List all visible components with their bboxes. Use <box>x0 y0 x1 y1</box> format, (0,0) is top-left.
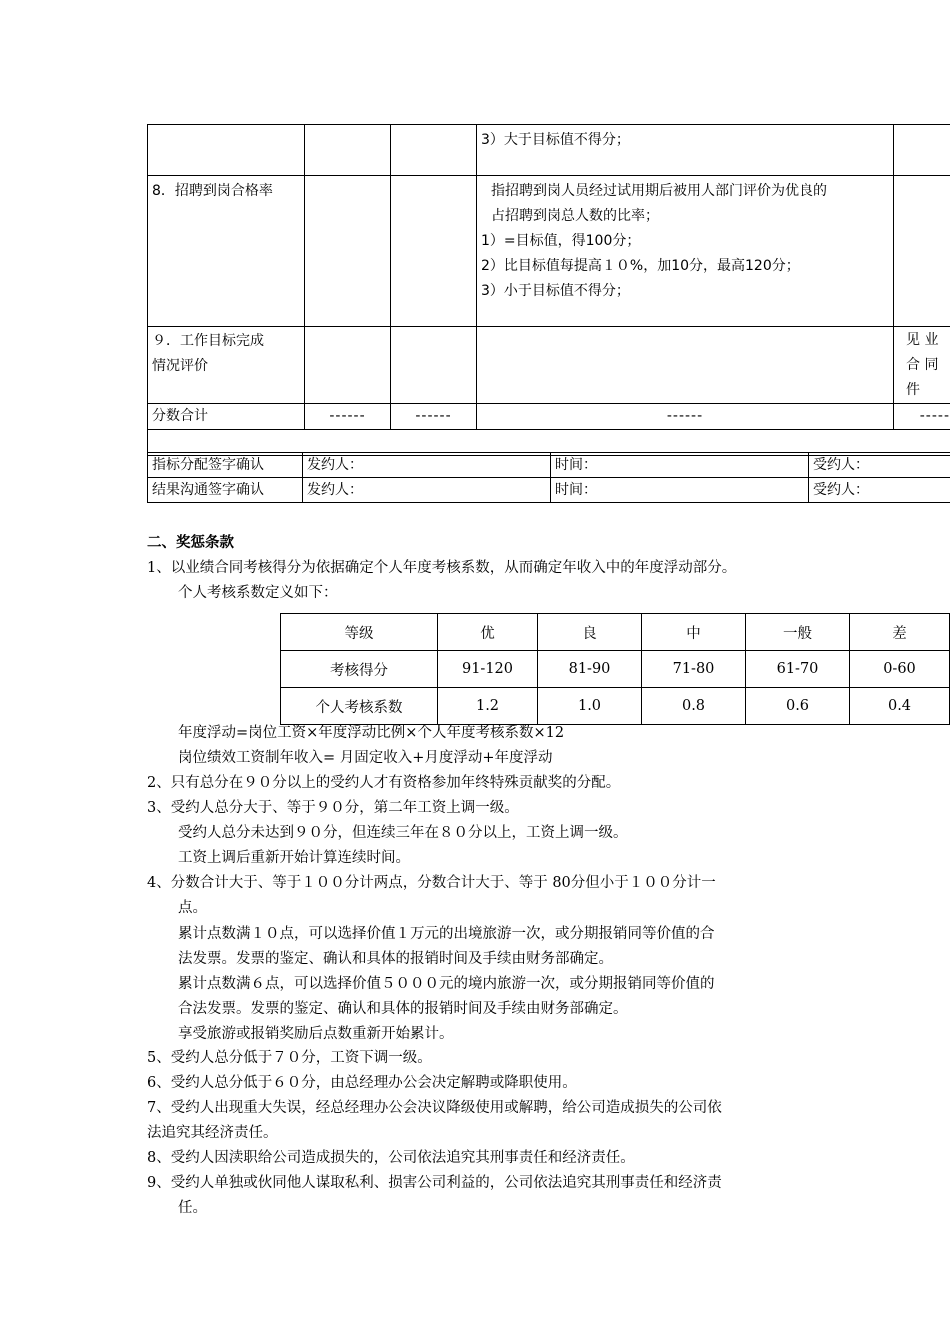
table-row <box>281 651 950 688</box>
coef-cell: 81-90 <box>538 651 642 688</box>
coef-header: 优 <box>438 614 538 651</box>
clause-line: 8、受约人因渎职给公司造成损失的，公司依法追究其刑事责任和经济责任。 <box>147 1150 635 1166</box>
sign-receiver: 受约人： <box>809 478 950 503</box>
sign-time: 时间： <box>551 478 809 503</box>
sign-party: 发约人： <box>303 453 551 478</box>
clause-line: 3、受约人总分大于、等于９０分，第二年工资上调一级。 <box>147 800 519 816</box>
sign-label: 指标分配签字确认 <box>148 453 303 478</box>
table-row <box>148 327 950 404</box>
total-dash-cell: ------ <box>391 404 477 430</box>
kpi-cell <box>305 176 391 327</box>
kpi-label-line: 情况评价 <box>152 358 208 374</box>
clause-line: 岗位绩效工资制年收入= 月固定收入+月度浮动+年度浮动 <box>178 750 553 766</box>
clause-line: 合法发票。发票的鉴定、确认和具体的报销时间及手续由财务部确定。 <box>178 1001 628 1017</box>
sign-table <box>147 452 950 503</box>
kpi-cell <box>391 327 477 404</box>
kpi-note-line: 件 <box>906 382 920 398</box>
kpi-desc-cell <box>477 176 894 327</box>
total-dash-cell: ------ <box>477 404 894 430</box>
kpi-label: 8．招聘到岗合格率 <box>152 183 273 199</box>
coef-header: 差 <box>850 614 950 651</box>
table-row <box>148 453 950 478</box>
coef-cell: 0.8 <box>642 688 746 725</box>
coef-cell: 个人考核系数 <box>281 688 438 725</box>
kpi-table <box>147 124 950 456</box>
clause-line: 点。 <box>178 900 207 916</box>
kpi-label-cell <box>148 327 305 404</box>
sign-receiver: 受约人： <box>809 453 950 478</box>
clause-line: 2、只有总分在９０分以上的受约人才有资格参加年终特殊贡献奖的分配。 <box>147 775 621 791</box>
section-heading: 二、奖惩条款 <box>147 535 234 551</box>
kpi-cell <box>148 125 305 176</box>
clause-line: 7、受约人出现重大失误，经总经理办公会决议降级使用或解聘，给公司造成损失的公司依 <box>147 1100 722 1116</box>
clause-line: 任。 <box>178 1200 207 1216</box>
clause-line: 法发票。发票的鉴定、确认和具体的报销时间及手续由财务部确定。 <box>178 951 613 967</box>
coef-cell: 71-80 <box>642 651 746 688</box>
kpi-desc-line: 3）小于目标值不得分； <box>481 283 630 299</box>
coef-cell: 1.0 <box>538 688 642 725</box>
coef-header: 中 <box>642 614 746 651</box>
coef-cell: 考核得分 <box>281 651 438 688</box>
clause-line: 法追究其经济责任。 <box>147 1125 278 1141</box>
kpi-desc-line: 占招聘到岗总人数的比率； <box>491 208 659 224</box>
clause-line: 累计点数满６点，可以选择价值５０００元的境内旅游一次，或分期报销同等价值的 <box>178 976 715 992</box>
kpi-text: 3）大于目标值不得分； <box>481 132 630 148</box>
kpi-cell <box>305 125 391 176</box>
coef-cell: 61-70 <box>746 651 850 688</box>
sign-label: 结果沟通签字确认 <box>148 478 303 503</box>
clause-line: 年度浮动=岗位工资×年度浮动比例×个人年度考核系数×12 <box>178 725 565 741</box>
coef-cell: 0-60 <box>850 651 950 688</box>
table-row <box>148 125 950 176</box>
kpi-cell <box>894 125 950 176</box>
kpi-cell <box>477 327 894 404</box>
coef-cell: 0.4 <box>850 688 950 725</box>
coef-header: 一般 <box>746 614 850 651</box>
kpi-note-line: 合 同 <box>906 357 939 373</box>
table-row <box>281 688 950 725</box>
kpi-cell <box>391 176 477 327</box>
clause-line: 享受旅游或报销奖励后点数重新开始累计。 <box>178 1026 454 1042</box>
table-row-total <box>148 404 950 430</box>
clause-line: 个人考核系数定义如下： <box>178 585 338 601</box>
clause-line: 受约人总分未达到９０分，但连续三年在８０分以上，工资上调一级。 <box>178 825 628 841</box>
coefficient-table <box>280 613 950 725</box>
kpi-label-cell <box>148 176 305 327</box>
clause-line: 6、受约人总分低于６０分，由总经理办公会决定解聘或降职使用。 <box>147 1075 577 1091</box>
coef-cell: 0.6 <box>746 688 850 725</box>
table-row <box>148 478 950 503</box>
sign-time: 时间： <box>551 453 809 478</box>
kpi-note-cell <box>894 327 950 404</box>
kpi-desc-line: 2）比目标值每提高１０%，加10分，最高120分； <box>481 258 800 274</box>
kpi-note-line: 见 业 <box>906 332 939 348</box>
kpi-cell <box>477 125 894 176</box>
total-dash-cell: ------ <box>305 404 391 430</box>
clause-line: 9、受约人单独或伙同他人谋取私利、损害公司利益的，公司依法追究其刑事责任和经济责 <box>147 1175 722 1191</box>
table-row <box>148 176 950 327</box>
clause-line: 1、以业绩合同考核得分为依据确定个人年度考核系数，从而确定年收入中的年度浮动部分。 <box>147 560 737 576</box>
coef-cell: 91-120 <box>438 651 538 688</box>
total-dash-cell: ----- <box>894 404 950 430</box>
coef-cell: 1.2 <box>438 688 538 725</box>
kpi-cell <box>305 327 391 404</box>
kpi-cell <box>391 125 477 176</box>
kpi-label-line: ９．工作目标完成 <box>152 333 264 349</box>
kpi-cell <box>894 176 950 327</box>
total-label-cell <box>148 404 305 430</box>
coef-header: 良 <box>538 614 642 651</box>
sign-party: 发约人： <box>303 478 551 503</box>
coef-header: 等级 <box>281 614 438 651</box>
kpi-desc-line: 1）=目标值，得100分； <box>481 233 641 249</box>
clause-line: 4、分数合计大于、等于１００分计两点，分数合计大于、等于 80分但小于１００分计一 <box>147 875 716 891</box>
clause-line: 累计点数满１０点，可以选择价值１万元的出境旅游一次，或分期报销同等价值的合 <box>178 926 715 942</box>
clause-line: 工资上调后重新开始计算连续时间。 <box>178 850 410 866</box>
table-row <box>281 614 950 651</box>
clause-line: 5、受约人总分低于７０分，工资下调一级。 <box>147 1050 432 1066</box>
total-label: 分数合计 <box>152 408 208 424</box>
kpi-desc-line: 指招聘到岗人员经过试用期后被用人部门评价为优良的 <box>491 183 827 199</box>
